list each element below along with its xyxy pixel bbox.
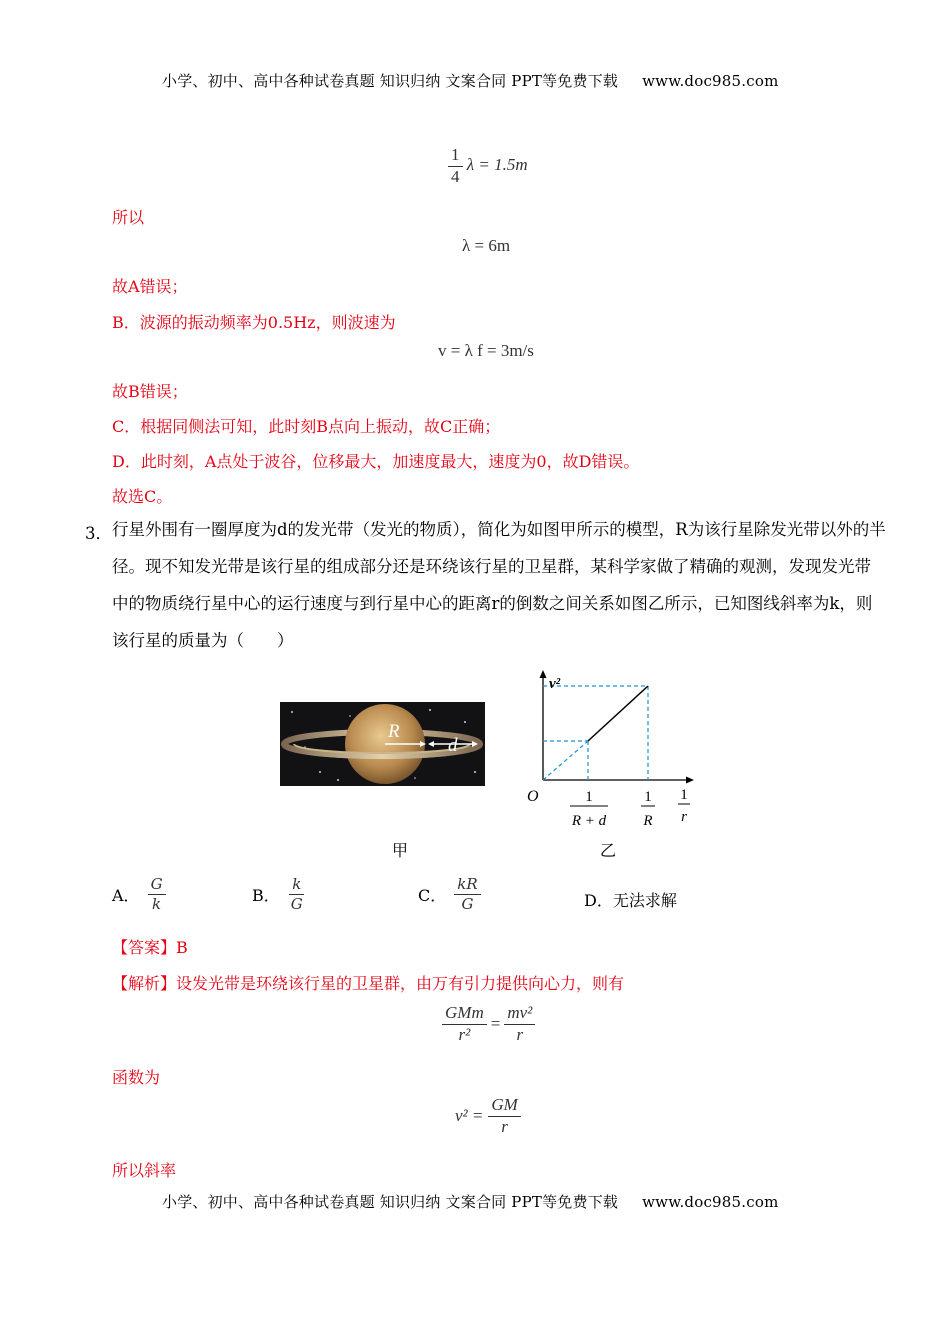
- equation-gravity: [442, 1004, 535, 1044]
- option-b-num: k: [289, 876, 304, 895]
- equation-wave-speed: v = λ f = 3m/s: [438, 341, 534, 360]
- a-wrong-text: 故A错误；: [112, 277, 188, 296]
- equation-lambda-6m: λ = 6m: [462, 236, 511, 255]
- equation-quarter-lambda: [448, 146, 528, 186]
- x-axis-numerator: 1: [680, 787, 688, 803]
- function-text: 函数为: [112, 1068, 161, 1087]
- tick2-numerator: 1: [644, 789, 652, 805]
- caption-jia: 甲: [392, 841, 409, 860]
- option-d-text: 无法求解: [612, 891, 677, 910]
- origin-label: O: [527, 788, 539, 805]
- page-header: [162, 70, 779, 91]
- eq1-denominator: 4: [451, 166, 460, 186]
- v-squared-graph: [518, 668, 698, 833]
- so-text-1: 所以: [112, 208, 145, 227]
- option-d[interactable]: [584, 888, 677, 911]
- page-footer: [162, 1191, 779, 1212]
- option-b-label: B．: [252, 885, 280, 905]
- option-c-num: kR: [454, 876, 480, 895]
- tick2-denominator: R: [643, 813, 653, 829]
- b-option-text: B．波源的振动频率为0.5Hz，则波速为: [112, 313, 396, 332]
- header-site: www.doc985.com: [642, 72, 779, 90]
- eq4-lnum: GMm: [442, 1004, 487, 1025]
- option-b-den: G: [290, 894, 303, 913]
- label-R: R: [388, 721, 400, 742]
- question-3-text: 行星外围有一圈厚度为d的发光带（发光的物质），简化为如图甲所示的模型，R为该行星除发光带以外的半径。现不知发光带是该行星的组成部分还是环绕该行星的卫星群，某科学家做了精确的观测，发现发光带中的物质绕行星中心的运行速度与到行星中心的距离r的倒数之间关系如图乙所示，已知图线斜率为k，则该行星的质量为（ ）: [112, 520, 886, 650]
- analysis-text: 设发光带是环绕该行星的卫星群，由万有引力提供向心力，则有: [176, 974, 625, 993]
- option-a-den: k: [152, 894, 162, 913]
- eq5-num: GM: [488, 1096, 520, 1117]
- option-a-num: G: [148, 876, 166, 895]
- option-d-label: D．: [584, 891, 613, 910]
- option-c[interactable]: [418, 876, 481, 912]
- analysis-line: [112, 971, 624, 994]
- answer-line: [112, 935, 188, 958]
- answer-value: B: [176, 938, 188, 957]
- footer-text: 小学、初中、高中各种试卷真题 知识归纳 文案合同 PPT等免费下载: [162, 1193, 619, 1211]
- label-d: d: [448, 735, 458, 756]
- caption-yi: 乙: [600, 841, 617, 860]
- option-a-label: A．: [112, 885, 140, 905]
- option-a[interactable]: [112, 876, 166, 912]
- planet-ring-figure: [280, 702, 485, 786]
- answer-label: 【答案】: [112, 938, 177, 957]
- eq5-den: r: [501, 1116, 508, 1136]
- eq1-numerator: 1: [448, 146, 463, 167]
- eq1-rest: λ = 1.5m: [466, 155, 528, 175]
- analysis-label: 【解析】: [112, 974, 177, 993]
- data-line: [588, 686, 648, 741]
- y-axis-label: v²: [549, 676, 561, 692]
- eq4-equals: =: [490, 1014, 501, 1034]
- eq4-lden: r²: [458, 1024, 471, 1044]
- choose-c-text: 故选C。: [112, 487, 173, 506]
- d-option-text: D．此时刻，A点处于波谷，位移最大，加速度最大，速度为0，故D错误。: [112, 452, 640, 471]
- tick1-denominator: R + d: [571, 813, 607, 829]
- b-wrong-text: 故B错误；: [112, 382, 188, 401]
- header-text: 小学、初中、高中各种试卷真题 知识归纳 文案合同 PPT等免费下载: [162, 72, 619, 90]
- option-c-label: C．: [418, 885, 447, 905]
- question-number: 3．: [85, 524, 112, 543]
- option-c-den: G: [461, 894, 474, 913]
- slope-text: 所以斜率: [112, 1161, 177, 1180]
- tick1-numerator: 1: [585, 789, 593, 805]
- equation-function: [455, 1096, 521, 1136]
- eq5-lhs: v² =: [455, 1106, 484, 1126]
- eq4-rden: r: [516, 1024, 524, 1044]
- option-b[interactable]: [252, 876, 306, 912]
- dashed-extension: [543, 741, 588, 780]
- x-axis-denominator: r: [681, 809, 687, 825]
- c-option-text: C．根据同侧法可知，此时刻B点向上振动，故C正确；: [112, 417, 501, 436]
- footer-site: www.doc985.com: [642, 1193, 779, 1211]
- eq4-rnum: mv²: [504, 1004, 535, 1025]
